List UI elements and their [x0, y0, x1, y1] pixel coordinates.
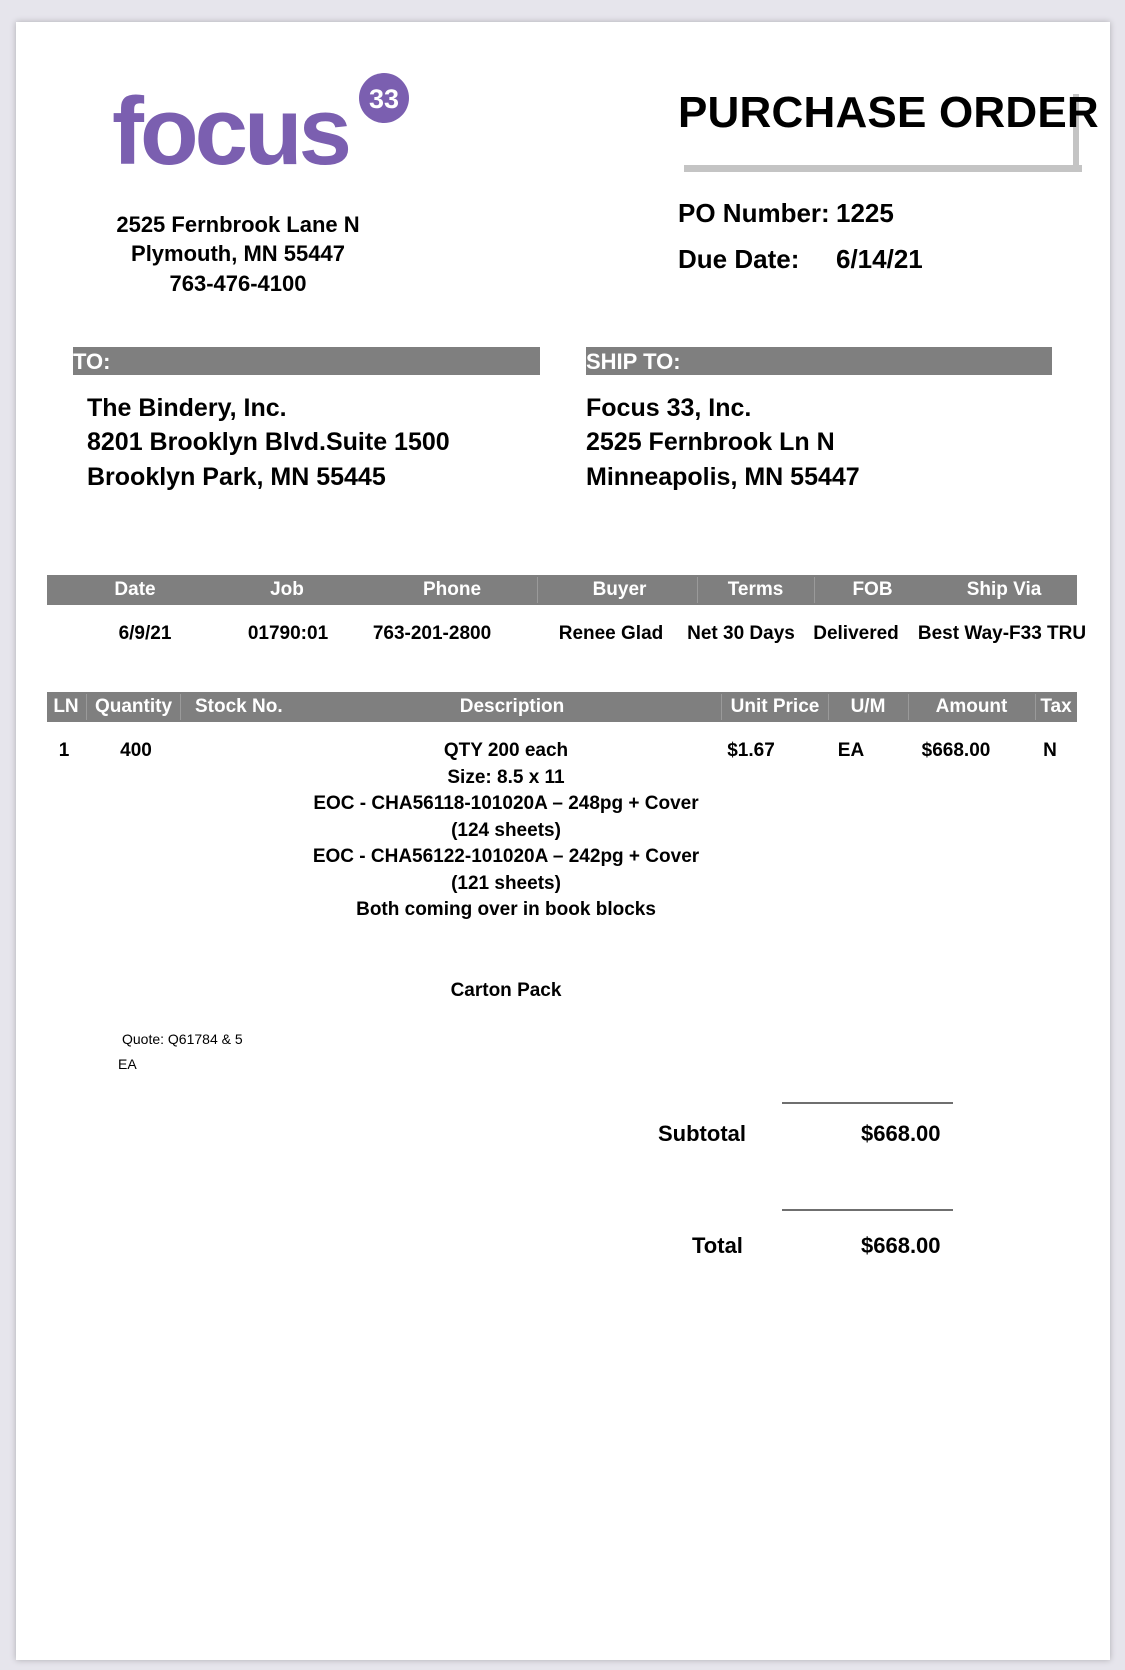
- description-line: (121 sheets): [451, 872, 561, 894]
- item-unit-price: $1.67: [727, 740, 775, 761]
- subtotal-rule: [782, 1102, 953, 1104]
- to-header-bar: [73, 347, 540, 375]
- unit-note: EA: [118, 1056, 137, 1072]
- quote-note: Quote: Q61784 & 5: [122, 1031, 243, 1047]
- description-line: EOC - CHA56118-101020A – 248pg + Cover: [313, 793, 699, 814]
- item-description: [296, 738, 716, 924]
- due-date-label: Due Date:: [678, 244, 800, 274]
- ship-to-line-3: Minneapolis, MN 55447: [586, 463, 860, 491]
- header-ln: LN: [53, 696, 79, 717]
- to-label: TO:: [73, 349, 111, 374]
- document-title: PURCHASE ORDER: [678, 88, 1099, 137]
- po-number-label: PO Number:: [678, 198, 830, 228]
- line-items-header: [47, 692, 1077, 722]
- header-phone: Phone: [422, 579, 482, 600]
- item-tax: N: [1043, 740, 1057, 761]
- header-unit-price: Unit Price: [730, 696, 820, 717]
- po-number-value: 1225: [836, 198, 894, 228]
- description-line: EOC - CHA56122-101020A – 242pg + Cover: [312, 846, 700, 867]
- value-terms: Net 30 Days: [687, 623, 795, 644]
- total-label: Total: [692, 1233, 743, 1258]
- company-address-line-2: Plymouth, MN 55447: [131, 241, 345, 266]
- header-stock-no: Stock No.: [195, 696, 283, 717]
- header-separator: [537, 577, 538, 603]
- ship-to-line-2: 2525 Fernbrook Ln N: [586, 428, 835, 456]
- to-line-1: The Bindery, Inc.: [87, 394, 287, 422]
- item-um: EA: [837, 740, 865, 761]
- title-underline: [684, 165, 1082, 172]
- header-job: Job: [270, 579, 304, 600]
- company-address-line-1: 2525 Fernbrook Lane N: [116, 212, 360, 237]
- description-line: Both coming over in book blocks: [356, 899, 656, 920]
- purchase-order-page: [16, 22, 1110, 1660]
- total-rule: [782, 1209, 953, 1211]
- to-line-2: 8201 Brooklyn Blvd.Suite 1500: [87, 428, 450, 456]
- description-line: (124 sheets): [451, 819, 561, 841]
- value-date: 6/9/21: [118, 623, 172, 644]
- header-fob: FOB: [852, 579, 893, 600]
- header-amount: Amount: [935, 696, 1008, 717]
- item-ln: 1: [58, 740, 70, 761]
- ship-to-line-1: Focus 33, Inc.: [586, 394, 752, 422]
- header-description: Description: [459, 696, 565, 717]
- header-um: U/M: [850, 696, 886, 717]
- order-info-header: [47, 575, 1077, 605]
- header-ship-via: Ship Via: [966, 579, 1042, 600]
- header-buyer: Buyer: [592, 579, 647, 600]
- value-phone: 763-201-2800: [372, 623, 492, 644]
- description-line: QTY 200 each: [443, 740, 569, 761]
- header-date: Date: [114, 579, 156, 600]
- value-job: 01790:01: [247, 623, 329, 644]
- description-line: Size: 8.5 x 11: [447, 766, 565, 788]
- subtotal-label: Subtotal: [658, 1121, 746, 1146]
- ship-to-label: SHIP TO:: [586, 349, 681, 374]
- header-tax: Tax: [1040, 696, 1072, 717]
- value-ship-via: Best Way-F33 TRU: [917, 623, 1087, 644]
- item-quantity: 400: [120, 740, 152, 761]
- focus33-logo: [112, 72, 412, 182]
- subtotal-value: $668.00: [861, 1121, 941, 1146]
- header-quantity: Quantity: [94, 696, 173, 717]
- item-packing: Carton Pack: [450, 980, 562, 1001]
- logo-wordmark: focus: [112, 78, 349, 182]
- company-phone: 763-476-4100: [169, 271, 307, 296]
- due-date-value: 6/14/21: [836, 244, 923, 274]
- header-separator: [180, 694, 181, 720]
- value-buyer: Renee Glad: [558, 623, 664, 644]
- value-fob: Delivered: [813, 623, 899, 644]
- total-value: $668.00: [861, 1233, 941, 1258]
- ship-to-header-bar: [586, 347, 1052, 375]
- header-terms: Terms: [727, 579, 784, 600]
- to-line-3: Brooklyn Park, MN 55445: [87, 463, 386, 491]
- item-amount: $668.00: [921, 740, 991, 761]
- logo-badge-text: 33: [368, 84, 400, 114]
